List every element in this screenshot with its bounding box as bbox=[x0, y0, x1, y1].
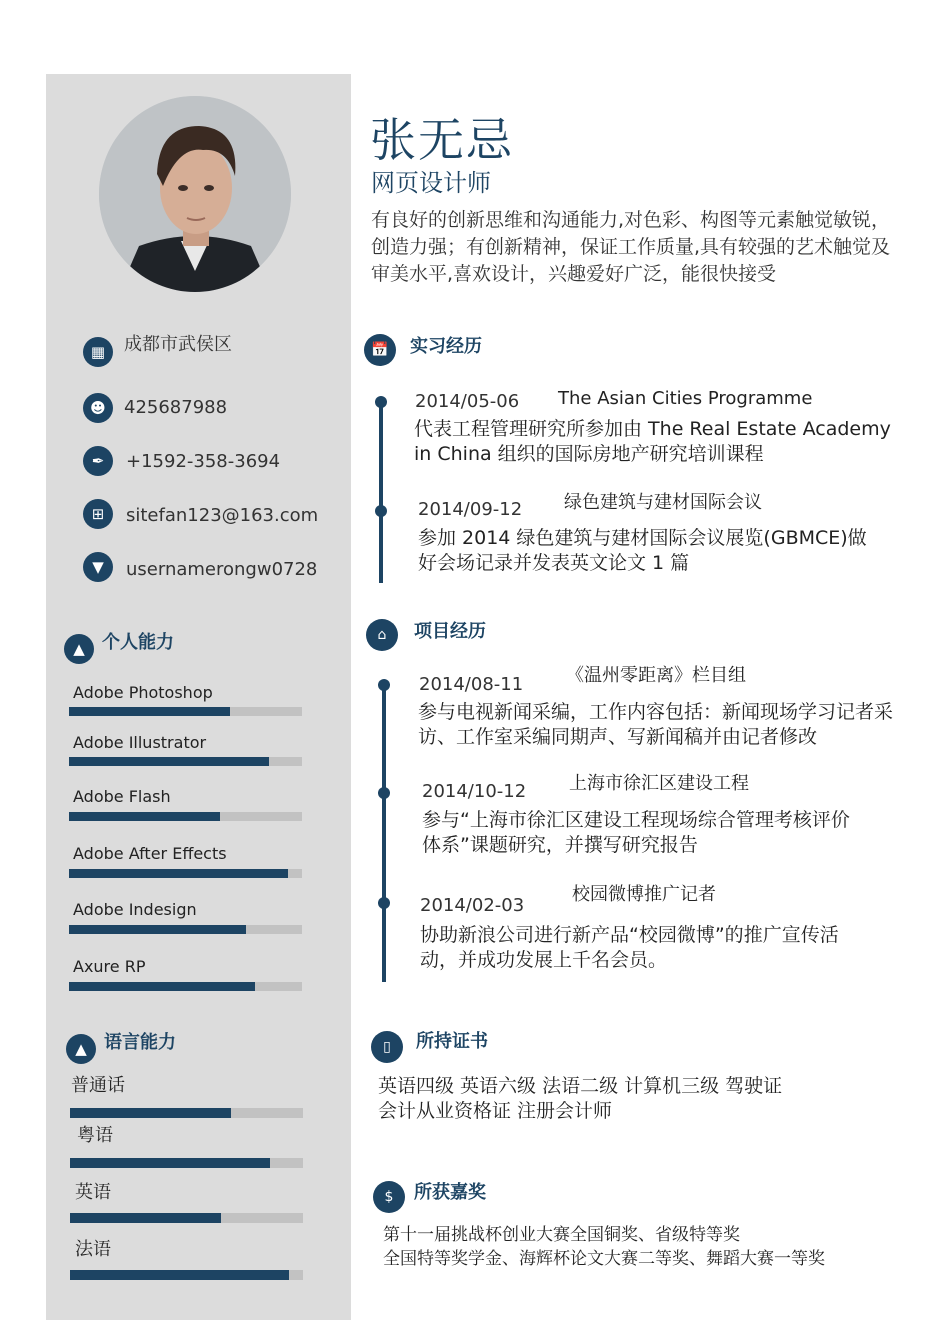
skill-label: Adobe Photoshop bbox=[73, 683, 213, 702]
language-label: 粤语 bbox=[77, 1125, 113, 1146]
entry-date: 2014/02-03 bbox=[420, 895, 525, 916]
timeline-dot bbox=[378, 787, 390, 799]
grid-icon: ⊞ bbox=[83, 499, 113, 529]
entry-desc: 参与电视新闻采编，工作内容包括：新闻现场学习记者采 bbox=[418, 701, 894, 723]
entry-desc: 好会场记录并发表英文论文 1 篇 bbox=[418, 552, 690, 574]
language-label: 法语 bbox=[75, 1239, 111, 1260]
language-label: 普通话 bbox=[71, 1075, 125, 1096]
rocket-icon: ▲ bbox=[64, 634, 94, 664]
skill-bar bbox=[69, 812, 302, 821]
avatar-portrait bbox=[99, 96, 291, 292]
skill-bar-fill bbox=[69, 812, 220, 821]
entry-org: 上海市徐汇区建设工程 bbox=[569, 773, 749, 794]
skills-heading: 个人能力 bbox=[102, 632, 174, 653]
language-bar-fill bbox=[70, 1108, 231, 1118]
intro-text: 有良好的创新思维和沟通能力,对色彩、构图等元素触觉敏锐，创造力强；有创新精神，保证工作质量,具有较强的艺术触觉及审美水平,喜欢设计，兴趣爱好广泛，能很快接受 bbox=[371, 209, 891, 285]
language-bar-fill bbox=[70, 1213, 221, 1223]
skill-bar bbox=[69, 869, 302, 878]
skill-bar-fill bbox=[69, 925, 246, 934]
entry-date: 2014/08-11 bbox=[419, 674, 524, 695]
projects-title: 项目经历 bbox=[414, 621, 486, 642]
entry-org: 绿色建筑与建材国际会议 bbox=[564, 492, 762, 513]
skill-bar-fill bbox=[69, 707, 230, 716]
certificates-title: 所持证书 bbox=[416, 1031, 488, 1052]
entry-desc: in China 组织的国际房地产研究培训课程 bbox=[414, 443, 764, 465]
awards-title: 所获嘉奖 bbox=[414, 1182, 486, 1203]
language-bar bbox=[70, 1158, 303, 1168]
chevron-down-icon: ▼ bbox=[83, 552, 113, 582]
entry-desc: 参与“上海市徐汇区建设工程现场综合管理考核评价 bbox=[422, 809, 850, 831]
languages-heading: 语言能力 bbox=[104, 1032, 176, 1053]
entry-desc: 动，并成功发展上千名会员。 bbox=[420, 949, 668, 971]
certificate-icon: ▯ bbox=[371, 1031, 403, 1063]
building-icon: ▦ bbox=[83, 337, 113, 367]
home-icon: ⌂ bbox=[366, 619, 398, 651]
skill-label: Axure RP bbox=[73, 957, 146, 976]
skill-bar bbox=[69, 925, 302, 934]
entry-date: 2014/05-06 bbox=[415, 391, 520, 412]
awards-line: 第十一届挑战杯创业大赛全国铜奖、省级特等奖 bbox=[383, 1225, 740, 1245]
entry-desc: 访、工作室采编同期声、写新闻稿并由记者修改 bbox=[418, 726, 818, 748]
contact-location: 成都市武侯区 bbox=[124, 334, 232, 355]
skill-bar bbox=[69, 757, 302, 766]
entry-org: 校园微博推广记者 bbox=[572, 884, 716, 905]
entry-desc: 协助新浪公司进行新产品“校园微博”的推广宣传活 bbox=[420, 924, 839, 946]
language-bar bbox=[70, 1213, 303, 1223]
skill-bar bbox=[69, 982, 302, 991]
skill-bar-fill bbox=[69, 982, 255, 991]
qq-icon: ☻ bbox=[83, 393, 113, 423]
language-label: 英语 bbox=[75, 1182, 111, 1203]
entry-org: 《温州零距离》栏目组 bbox=[566, 665, 746, 686]
contact-email: sitefan123@163.com bbox=[126, 505, 319, 526]
awards-line: 全国特等奖学金、海辉杯论文大赛二等奖、舞蹈大赛一等奖 bbox=[383, 1249, 825, 1269]
contact-username: usernamerongw0728 bbox=[126, 559, 318, 580]
entry-desc: 参加 2014 绿色建筑与建材国际会议展览(GBMCE)做 bbox=[418, 527, 867, 549]
entry-date: 2014/09-12 bbox=[418, 499, 523, 520]
projects-timeline bbox=[382, 682, 386, 982]
money-bag-icon: $ bbox=[373, 1181, 405, 1213]
timeline-dot bbox=[375, 396, 387, 408]
internship-timeline bbox=[379, 398, 383, 583]
timeline-dot bbox=[378, 897, 390, 909]
skill-label: Adobe Indesign bbox=[73, 900, 197, 919]
certificates-line: 英语四级 英语六级 法语二级 计算机三级 驾驶证 bbox=[378, 1075, 783, 1097]
job-title: 网页设计师 bbox=[371, 169, 491, 197]
skill-bar-fill bbox=[69, 757, 269, 766]
language-bar-fill bbox=[70, 1270, 289, 1280]
language-bar bbox=[70, 1108, 303, 1118]
contact-phone: +1592-358-3694 bbox=[126, 451, 281, 472]
skill-label: Adobe After Effects bbox=[73, 844, 227, 863]
contact-qq: 425687988 bbox=[124, 397, 228, 418]
entry-desc: 代表工程管理研究所参加由 The Real Estate Academy bbox=[414, 418, 891, 440]
person-name: 张无忌 bbox=[370, 113, 514, 167]
entry-date: 2014/10-12 bbox=[422, 781, 527, 802]
timeline-dot bbox=[375, 505, 387, 517]
language-bar bbox=[70, 1270, 303, 1280]
certificates-line: 会计从业资格证 注册会计师 bbox=[378, 1100, 613, 1122]
phone-icon: ✒ bbox=[83, 446, 113, 476]
skill-bar bbox=[69, 707, 302, 716]
language-bar-fill bbox=[70, 1158, 270, 1168]
skill-bar-fill bbox=[69, 869, 288, 878]
skill-label: Adobe Flash bbox=[73, 787, 171, 806]
entry-desc: 体系”课题研究，并撰写研究报告 bbox=[422, 834, 698, 856]
timeline-dot bbox=[378, 679, 390, 691]
calendar-icon: 📅 bbox=[364, 334, 396, 366]
internship-title: 实习经历 bbox=[410, 336, 482, 357]
avatar bbox=[99, 96, 291, 292]
entry-org: The Asian Cities Programme bbox=[558, 388, 813, 409]
rocket-icon: ▲ bbox=[66, 1034, 96, 1064]
skill-label: Adobe Illustrator bbox=[73, 733, 207, 752]
